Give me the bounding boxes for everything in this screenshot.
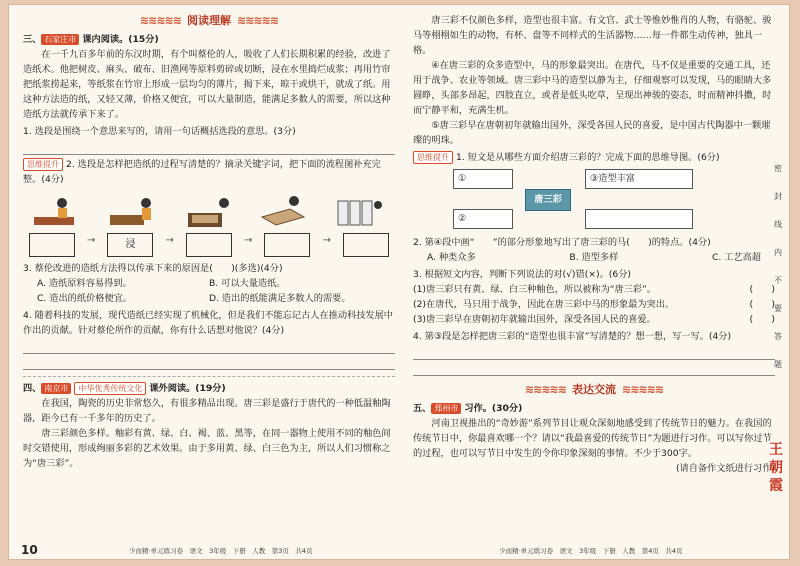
question-1: 1. 选段是围绕一个意思来写的，请用一句话概括选段的意思。(3分) xyxy=(23,126,296,137)
answer-line[interactable] xyxy=(23,356,395,370)
page-number: 10 xyxy=(21,543,38,557)
section-4-title: 四、 南京市 中华优秀传统文化 课外阅读。(19分) xyxy=(23,383,226,394)
section-5-title: 五、 郑州市 习作。(30分) xyxy=(413,403,523,414)
passage-paragraph: 在我国，陶瓷的历史非常悠久，有很多精品出现。唐三彩是盛行于唐代的一种低温釉陶器，距今已有一千多年的历史了。 xyxy=(23,398,391,424)
drying-illustration xyxy=(333,193,389,229)
brand-logo: 王朝霞 xyxy=(769,442,783,494)
judge-paren[interactable]: ( ) xyxy=(749,284,775,295)
reading-banner: ≋≋≋≋≋ 阅读理解 ≋≋≋≋≋ xyxy=(139,14,279,27)
left-page xyxy=(23,13,395,471)
judge-paren[interactable]: ( ) xyxy=(749,299,775,310)
question-3: 3. 根据短文内容，判断下列说法的对(√)错(×)。(6分) xyxy=(413,269,631,280)
answer-line[interactable] xyxy=(23,340,395,354)
papermaking-illustrations xyxy=(29,193,389,229)
question-2: 2. 第④段中画“ ”的部分形象地写出了唐三彩的马( )的特点。(4分) xyxy=(413,237,711,248)
passage-paragraph: 唐三彩颜色多样。釉彩有黄、绿、白、褐、蓝、黑等，在同一器物上使用不同的釉色间时交错使用，形成绚丽多彩的艺术效果。由于多用黄、绿、白三色为主，所以人们习惯称之为“唐三彩”。 xyxy=(23,428,391,469)
answer-line[interactable] xyxy=(413,346,775,360)
passage-paragraph: 唐三彩不仅颜色多样，造型也很丰富。有文官、武士等惟妙惟肖的人物，有骆驼、骏马等栩栩如生的动物，有杯、盘等不同样式的生活器物……每一件都生动传神，独具一格。 xyxy=(413,15,772,56)
mind-map-box: ③造型丰富 xyxy=(585,169,693,189)
scooping-illustration xyxy=(257,193,313,229)
mind-map-center: 唐三彩 xyxy=(525,189,571,211)
writing-note: (请自备作文纸进行习作) xyxy=(675,463,775,474)
writing-prompt: 河南卫视推出的“奇妙游”系列节目让观众深刻地感受到了传统节日的魅力。在我国的传统节日中，你最喜欢哪一个？请以“我最喜爱的传统节日”为题进行习作。可以写你过节的过程，也可以写节日中发生的令你印象深刻的事情。不少于300字。 xyxy=(413,418,772,459)
binding-line-text: 密 封 线 内 不 要 答 题 xyxy=(774,164,790,369)
divider xyxy=(23,376,395,377)
option-a[interactable]: A. 造纸原料容易得到。 xyxy=(37,278,132,289)
judge-item: (2)在唐代，马只用于战争，因此在唐三彩中马的形象最为突出。 ( ) xyxy=(413,299,775,310)
answer-line[interactable] xyxy=(23,141,395,155)
cutting-illustration xyxy=(29,193,85,229)
question-3-options xyxy=(23,291,395,306)
option-c[interactable]: C. 造出的纸价格便宜。 xyxy=(37,293,132,304)
option-b[interactable]: B. 造型多样 xyxy=(569,252,619,263)
question-4: 4. 随着科技的发展，现代造纸已经实现了机械化，但是我们不能忘记古人在推动科技发展中作出的贡献。针对蔡伦所作的贡献，你有什么话想对他说？(4分) xyxy=(23,310,393,336)
option-b[interactable]: B. 可以大量造纸。 xyxy=(209,278,286,289)
judge-paren[interactable]: ( ) xyxy=(749,314,775,325)
right-footer: 少而精·单元练习卷 语文 3年级 下册 人教 第4页 共4页 xyxy=(499,547,683,555)
flow-box[interactable] xyxy=(29,233,75,257)
section-3-title: 三、 石家庄市 课内阅读。(15分) xyxy=(23,34,159,45)
flow-box[interactable] xyxy=(343,233,389,257)
judge-item: (3)唐三彩早在唐朝初年就输出国外，深受各国人民的喜爱。 ( ) xyxy=(413,314,775,325)
mind-map xyxy=(413,169,775,233)
answer-line[interactable] xyxy=(413,362,775,376)
mind-map-box[interactable]: ② xyxy=(453,209,513,229)
left-footer: 少而精·单元练习卷 语文 3年级 下册 人教 第3页 共4页 xyxy=(129,547,313,555)
option-c[interactable]: C. 工艺高超 xyxy=(711,252,761,263)
flowchart: → 浸 → → → xyxy=(29,233,389,257)
passage-paragraph: 在一千九百多年前的东汉时期，有个叫蔡伦的人，吸收了人们长期积累的经验，改进了造纸术。他把树皮、麻头、破布、旧渔网等原料剪碎或切断，浸在水里捣烂成浆；再用竹帘把纸浆捞起来，等纸浆在竹帘上形成一层均匀的薄片，揭下来，晾干或烘干，就成了纸。用这种方法造的纸，又轻又薄，价格又便宜，可以大量制造，能满足多数人的需要，所以这种造纸方法就传承下来了。 xyxy=(23,49,391,120)
flow-box[interactable]: 浸 xyxy=(107,233,153,257)
question-3: 3. 蔡伦改进的造纸方法得以传承下来的原因是( )(多选)(4分) xyxy=(23,263,283,274)
passage-paragraph: ④在唐三彩的众多造型中，马的形象最突出。在唐代，马不仅是重要的交通工具，还用于战争、农业等领域。唐三彩中马的造型以静为主，仔细观察可以发现，马的眼睛大多圆睁，头部多昂起，四肢直立，或者是低头吃草，呈现出神骏的姿态，时而精神抖擞，时而宁静平和，充满生机。 xyxy=(413,60,772,116)
flow-box[interactable] xyxy=(186,233,232,257)
mind-map-box[interactable]: ① xyxy=(453,169,513,189)
option-a[interactable]: A. 种类众多 xyxy=(427,252,476,263)
passage-paragraph: ⑤唐三彩早在唐朝初年就输出国外，深受各国人民的喜爱，是中国古代陶器中一颗璀璨的明珠。 xyxy=(413,120,771,146)
question-1: 思维提升 1. 短文是从哪些方面介绍唐三彩的？完成下面的思维导图。(6分) xyxy=(413,150,775,165)
right-page xyxy=(413,13,775,476)
pulping-illustration xyxy=(181,193,237,229)
question-3-options xyxy=(23,276,395,291)
question-2: 思维提升 2. 选段是怎样把造纸的过程写清楚的？摘录关键字词，把下面的流程图补充完整。(4分) xyxy=(23,159,381,185)
option-d[interactable]: D. 造出的纸能满足多数人的需要。 xyxy=(209,293,351,304)
question-2-options xyxy=(413,250,775,265)
exam-sheet xyxy=(8,4,790,560)
judge-item: (1)唐三彩只有黄、绿、白三种釉色，所以被称为“唐三彩”。 ( ) xyxy=(413,284,775,295)
soaking-illustration xyxy=(105,193,161,229)
writing-banner: ≋≋≋≋≋ 表达交流 ≋≋≋≋≋ xyxy=(524,383,664,396)
question-4: 4. 第③段是怎样把唐三彩的“造型也很丰富”写清楚的？想一想，写一写。(4分) xyxy=(413,331,732,342)
mind-map-box[interactable] xyxy=(585,209,693,229)
flow-box[interactable] xyxy=(264,233,310,257)
